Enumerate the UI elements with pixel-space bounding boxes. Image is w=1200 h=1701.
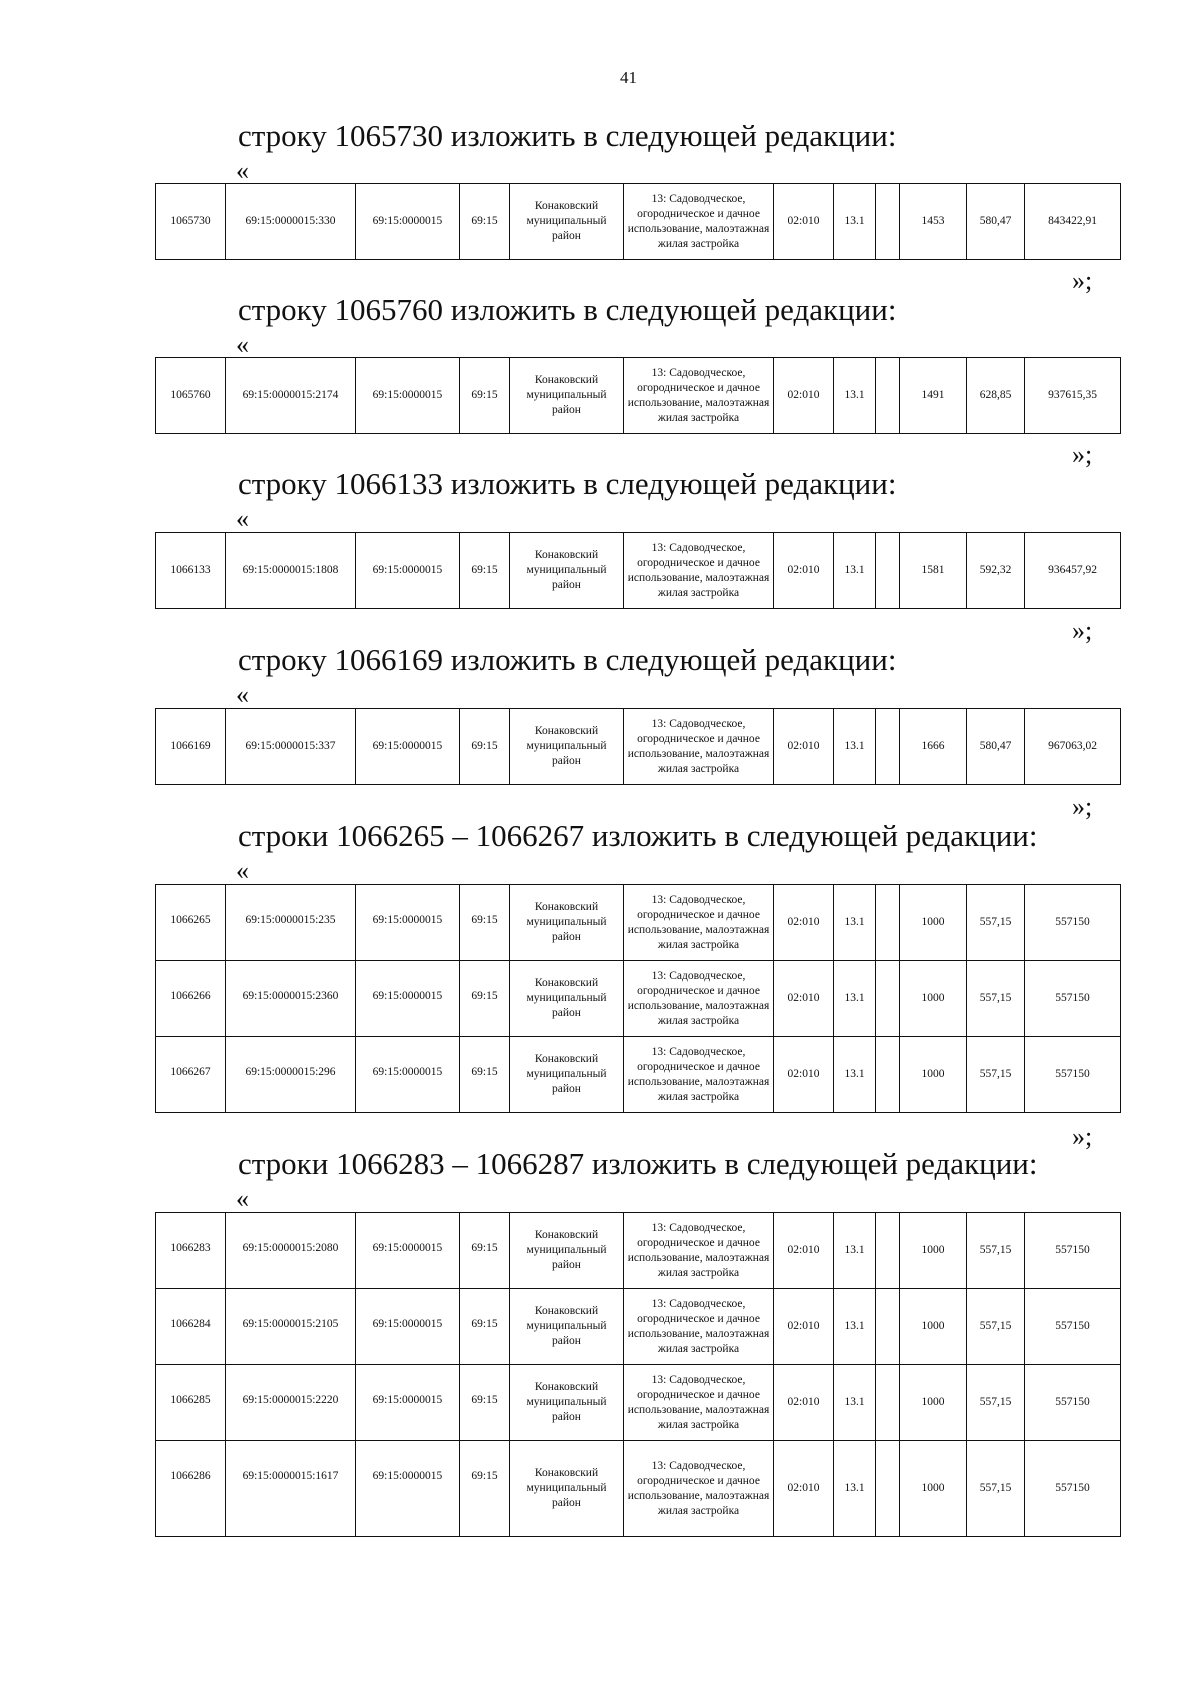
amendment-table — [155, 1212, 1121, 1537]
blank-cell — [876, 961, 900, 1037]
open-quote: « — [236, 680, 249, 709]
row-id: 1065760 — [156, 358, 226, 434]
row-id: 1066266 — [156, 961, 226, 1037]
area: 1000 — [900, 1213, 967, 1289]
blank-cell — [876, 1441, 900, 1537]
group-code: 02:010 — [774, 358, 834, 434]
cadastral-value: 557150 — [1025, 961, 1121, 1037]
specific-value: 557,15 — [967, 1365, 1025, 1441]
section-heading: строку 1065760 изложить в следующей редакции: — [238, 292, 897, 327]
group-code: 02:010 — [774, 885, 834, 961]
cadastral-quarter: 69:15:0000015 — [356, 358, 460, 434]
table-row — [156, 1037, 1121, 1113]
area: 1581 — [900, 533, 967, 609]
table-row — [156, 1289, 1121, 1365]
cadastral-value: 936457,92 — [1025, 533, 1121, 609]
sub-group: 13.1 — [834, 1441, 876, 1537]
cadastral-value: 557150 — [1025, 885, 1121, 961]
cadastral-quarter: 69:15:0000015 — [356, 533, 460, 609]
section-heading: строку 1066133 изложить в следующей редакции: — [238, 466, 897, 501]
district-code: 69:15 — [460, 1289, 510, 1365]
blank-cell — [876, 184, 900, 260]
specific-value: 557,15 — [967, 1213, 1025, 1289]
row-id: 1066286 — [156, 1441, 226, 1537]
open-quote: « — [236, 1184, 249, 1213]
blank-cell — [876, 1213, 900, 1289]
sub-group: 13.1 — [834, 1037, 876, 1113]
table-row — [156, 184, 1121, 260]
cadastral-value: 967063,02 — [1025, 709, 1121, 785]
area: 1491 — [900, 358, 967, 434]
sub-group: 13.1 — [834, 709, 876, 785]
land-use: 13: Садоводческое, огородническое и дачное использование, малоэтажная жилая застройка — [624, 1037, 774, 1113]
cadastral-quarter: 69:15:0000015 — [356, 1441, 460, 1537]
district-code: 69:15 — [460, 358, 510, 434]
close-quote: »; — [1072, 440, 1093, 469]
amendment-table — [155, 884, 1121, 1113]
group-code: 02:010 — [774, 1037, 834, 1113]
cadastral-value: 557150 — [1025, 1441, 1121, 1537]
sub-group: 13.1 — [834, 358, 876, 434]
blank-cell — [876, 1365, 900, 1441]
district-code: 69:15 — [460, 1213, 510, 1289]
district-code: 69:15 — [460, 184, 510, 260]
cadastral-number: 69:15:0000015:337 — [226, 709, 356, 785]
cadastral-quarter: 69:15:0000015 — [356, 1289, 460, 1365]
open-quote: « — [236, 156, 249, 185]
specific-value: 580,47 — [967, 709, 1025, 785]
cadastral-number: 69:15:0000015:2220 — [226, 1365, 356, 1441]
row-id: 1065730 — [156, 184, 226, 260]
specific-value: 557,15 — [967, 961, 1025, 1037]
land-use: 13: Садоводческое, огородническое и дачное использование, малоэтажная жилая застройка — [624, 1441, 774, 1537]
cadastral-value: 557150 — [1025, 1213, 1121, 1289]
district-name: Конаковский муниципальный район — [510, 885, 624, 961]
group-code: 02:010 — [774, 709, 834, 785]
land-use: 13: Садоводческое, огородническое и дачное использование, малоэтажная жилая застройка — [624, 184, 774, 260]
cadastral-number: 69:15:0000015:1808 — [226, 533, 356, 609]
row-id: 1066283 — [156, 1213, 226, 1289]
row-id: 1066133 — [156, 533, 226, 609]
cadastral-quarter: 69:15:0000015 — [356, 709, 460, 785]
cadastral-number: 69:15:0000015:2360 — [226, 961, 356, 1037]
land-use: 13: Садоводческое, огородническое и дачное использование, малоэтажная жилая застройка — [624, 1213, 774, 1289]
district-name: Конаковский муниципальный район — [510, 184, 624, 260]
land-use: 13: Садоводческое, огородническое и дачное использование, малоэтажная жилая застройка — [624, 358, 774, 434]
cadastral-number: 69:15:0000015:235 — [226, 885, 356, 961]
group-code: 02:010 — [774, 1289, 834, 1365]
section-heading: строку 1065730 изложить в следующей редакции: — [238, 118, 897, 153]
blank-cell — [876, 885, 900, 961]
land-use: 13: Садоводческое, огородническое и дачное использование, малоэтажная жилая застройка — [624, 1289, 774, 1365]
close-quote: »; — [1072, 266, 1093, 295]
land-use: 13: Садоводческое, огородническое и дачное использование, малоэтажная жилая застройка — [624, 709, 774, 785]
cadastral-value: 557150 — [1025, 1289, 1121, 1365]
row-id: 1066265 — [156, 885, 226, 961]
table-row — [156, 885, 1121, 961]
page-number: 41 — [620, 68, 637, 87]
district-name: Конаковский муниципальный район — [510, 1441, 624, 1537]
district-name: Конаковский муниципальный район — [510, 358, 624, 434]
group-code: 02:010 — [774, 184, 834, 260]
cadastral-number: 69:15:0000015:2080 — [226, 1213, 356, 1289]
district-code: 69:15 — [460, 1037, 510, 1113]
cadastral-quarter: 69:15:0000015 — [356, 1365, 460, 1441]
district-name: Конаковский муниципальный район — [510, 709, 624, 785]
table-row — [156, 358, 1121, 434]
land-use: 13: Садоводческое, огородническое и дачное использование, малоэтажная жилая застройка — [624, 961, 774, 1037]
sub-group: 13.1 — [834, 533, 876, 609]
area: 1000 — [900, 885, 967, 961]
land-use: 13: Садоводческое, огородническое и дачное использование, малоэтажная жилая застройка — [624, 1365, 774, 1441]
district-name: Конаковский муниципальный район — [510, 1037, 624, 1113]
district-code: 69:15 — [460, 1365, 510, 1441]
area: 1000 — [900, 1365, 967, 1441]
group-code: 02:010 — [774, 1213, 834, 1289]
blank-cell — [876, 709, 900, 785]
specific-value: 592,32 — [967, 533, 1025, 609]
table-row — [156, 1365, 1121, 1441]
row-id: 1066267 — [156, 1037, 226, 1113]
group-code: 02:010 — [774, 1365, 834, 1441]
row-id: 1066169 — [156, 709, 226, 785]
table-row — [156, 1213, 1121, 1289]
specific-value: 557,15 — [967, 885, 1025, 961]
specific-value: 628,85 — [967, 358, 1025, 434]
amendment-table — [155, 183, 1121, 260]
section-heading: строку 1066169 изложить в следующей редакции: — [238, 642, 897, 677]
district-name: Конаковский муниципальный район — [510, 1213, 624, 1289]
cadastral-value: 937615,35 — [1025, 358, 1121, 434]
district-name: Конаковский муниципальный район — [510, 961, 624, 1037]
district-code: 69:15 — [460, 1441, 510, 1537]
sub-group: 13.1 — [834, 1213, 876, 1289]
district-name: Конаковский муниципальный район — [510, 533, 624, 609]
group-code: 02:010 — [774, 961, 834, 1037]
table-row — [156, 533, 1121, 609]
district-code: 69:15 — [460, 961, 510, 1037]
cadastral-quarter: 69:15:0000015 — [356, 885, 460, 961]
district-code: 69:15 — [460, 533, 510, 609]
district-code: 69:15 — [460, 709, 510, 785]
cadastral-number: 69:15:0000015:2174 — [226, 358, 356, 434]
cadastral-value: 843422,91 — [1025, 184, 1121, 260]
specific-value: 557,15 — [967, 1441, 1025, 1537]
area: 1000 — [900, 1037, 967, 1113]
area: 1453 — [900, 184, 967, 260]
close-quote: »; — [1072, 1122, 1093, 1151]
sub-group: 13.1 — [834, 1365, 876, 1441]
row-id: 1066284 — [156, 1289, 226, 1365]
cadastral-value: 557150 — [1025, 1037, 1121, 1113]
group-code: 02:010 — [774, 1441, 834, 1537]
table-row — [156, 1441, 1121, 1537]
specific-value: 557,15 — [967, 1037, 1025, 1113]
open-quote: « — [236, 504, 249, 533]
district-name: Конаковский муниципальный район — [510, 1365, 624, 1441]
cadastral-quarter: 69:15:0000015 — [356, 961, 460, 1037]
blank-cell — [876, 1289, 900, 1365]
area: 1000 — [900, 1289, 967, 1365]
table-row — [156, 961, 1121, 1037]
cadastral-quarter: 69:15:0000015 — [356, 184, 460, 260]
cadastral-number: 69:15:0000015:1617 — [226, 1441, 356, 1537]
section-heading: строки 1066283 – 1066287 изложить в следующей редакции: — [238, 1146, 1038, 1181]
cadastral-number: 69:15:0000015:296 — [226, 1037, 356, 1113]
cadastral-number: 69:15:0000015:330 — [226, 184, 356, 260]
close-quote: »; — [1072, 616, 1093, 645]
sub-group: 13.1 — [834, 1289, 876, 1365]
amendment-table — [155, 708, 1121, 785]
specific-value: 557,15 — [967, 1289, 1025, 1365]
cadastral-number: 69:15:0000015:2105 — [226, 1289, 356, 1365]
cadastral-quarter: 69:15:0000015 — [356, 1213, 460, 1289]
open-quote: « — [236, 856, 249, 885]
area: 1666 — [900, 709, 967, 785]
specific-value: 580,47 — [967, 184, 1025, 260]
sub-group: 13.1 — [834, 961, 876, 1037]
group-code: 02:010 — [774, 533, 834, 609]
blank-cell — [876, 533, 900, 609]
blank-cell — [876, 1037, 900, 1113]
district-name: Конаковский муниципальный район — [510, 1289, 624, 1365]
district-code: 69:15 — [460, 885, 510, 961]
land-use: 13: Садоводческое, огородническое и дачное использование, малоэтажная жилая застройка — [624, 533, 774, 609]
amendment-table — [155, 532, 1121, 609]
cadastral-quarter: 69:15:0000015 — [356, 1037, 460, 1113]
section-heading: строки 1066265 – 1066267 изложить в следующей редакции: — [238, 818, 1038, 853]
row-id: 1066285 — [156, 1365, 226, 1441]
sub-group: 13.1 — [834, 885, 876, 961]
area: 1000 — [900, 1441, 967, 1537]
blank-cell — [876, 358, 900, 434]
table-row — [156, 709, 1121, 785]
close-quote: »; — [1072, 792, 1093, 821]
sub-group: 13.1 — [834, 184, 876, 260]
land-use: 13: Садоводческое, огородническое и дачное использование, малоэтажная жилая застройка — [624, 885, 774, 961]
area: 1000 — [900, 961, 967, 1037]
cadastral-value: 557150 — [1025, 1365, 1121, 1441]
open-quote: « — [236, 330, 249, 359]
amendment-table — [155, 357, 1121, 434]
